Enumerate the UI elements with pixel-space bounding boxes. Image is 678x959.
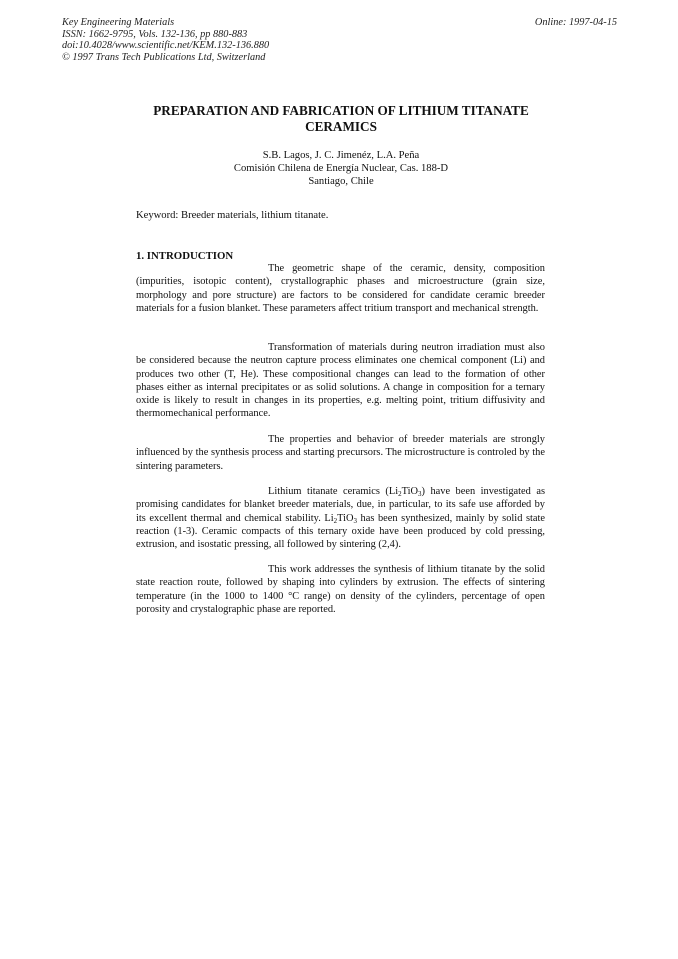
copyright-line: © 1997 Trans Tech Publications Ltd, Switzerland xyxy=(62,51,266,63)
author-names: S.B. Lagos, J. C. Jimenéz, L.A. Peña xyxy=(262,150,420,161)
p4-text-c: ) have been investigated as promising candidates for blanket breeder materials, due, in particular, to its safe use afforded by its excellent thermal and chemical stability. Li xyxy=(136,486,545,524)
doi-line: doi:10.4028/www.scientific.net/KEM.132-136.880 xyxy=(62,40,270,52)
online-date-text: Online: 1997-04-15 xyxy=(534,17,617,28)
paragraph-4 xyxy=(136,485,545,551)
p4-subscript-1: 2 xyxy=(398,490,402,498)
online-date xyxy=(535,17,617,29)
keywords-line: Keyword: Breeder materials, lithium titanate. xyxy=(136,210,329,221)
paragraph-5 xyxy=(136,563,545,616)
journal-header xyxy=(62,17,269,63)
p4-text-a: Lithium titanate ceramics (Li xyxy=(268,486,399,497)
p4-text-b: TiO xyxy=(401,486,418,497)
section-heading: 1. INTRODUCTION xyxy=(136,250,234,262)
paper-title: PREPARATION AND FABRICATION OF LITHIUM TITANATE CERAMICS xyxy=(153,103,529,134)
paragraph-2 xyxy=(136,341,545,421)
paragraph-1 xyxy=(136,262,545,315)
p4-text-e: has been synthesized, mainly by solid state reaction (1-3). Ceramic compacts of this ternary oxide have been produced by cold pressing, extrusion, and isostatic pressing, all followed by sintering (2,4). xyxy=(136,512,545,551)
p4-subscript-3: 2 xyxy=(333,516,338,525)
author-affiliation: Comisión Chilena de Energía Nuclear, Cas. 188-D xyxy=(233,163,449,175)
p4-subscript-4: 3 xyxy=(353,516,357,525)
author-block xyxy=(136,149,546,189)
author-location: Santiago, Chile xyxy=(308,176,374,188)
issn-line: ISSN: 1662-9795, Vols. 132-136, pp 880-883 xyxy=(62,28,248,40)
paragraph-3 xyxy=(136,433,545,473)
p4-text-d: TiO xyxy=(337,512,354,524)
p4-subscript-2: 3 xyxy=(418,490,422,498)
paragraph-5-text: This work addresses the synthesis of lithium titanate by the solid state reaction route, followed by shaping into cylinders by extrusion. The effects of sintering temperature (in the 1000 to 1400 °C range) on density of the cylinders, percentage of open porosity and crystalographic phase are reported. xyxy=(136,564,545,615)
paragraph-1-text: The geometric shape of the ceramic, density, composition (impurities, isotopic content), crystallographic phases and microestructure (grain size, morphology and pore structure) are factors to be considered for candidate ceramic breeder materials for a fusion blanket. These parameters affect tritium transport and mechanical strength. xyxy=(136,263,545,314)
paragraph-3-text: The properties and behavior of breeder materials are strongly influenced by the synthesis process and starting precursors. The microstructure is controled by the sintering parameters. xyxy=(136,434,545,472)
journal-name: Key Engineering Materials xyxy=(62,17,175,28)
paragraph-2-text: Transformation of materials during neutron irradiation must also be considered because the neutron capture process eliminates one chemical component (Li) and produces two other (T, He). These compositional changes can lead to the formation of other phases either as internal precipitates or as solid solutions. A change in composition for a ternary oxide is likely to result in changes in its properties, e.g. melting point, tritium diffusivity and thermomechanical performance. xyxy=(136,342,545,420)
